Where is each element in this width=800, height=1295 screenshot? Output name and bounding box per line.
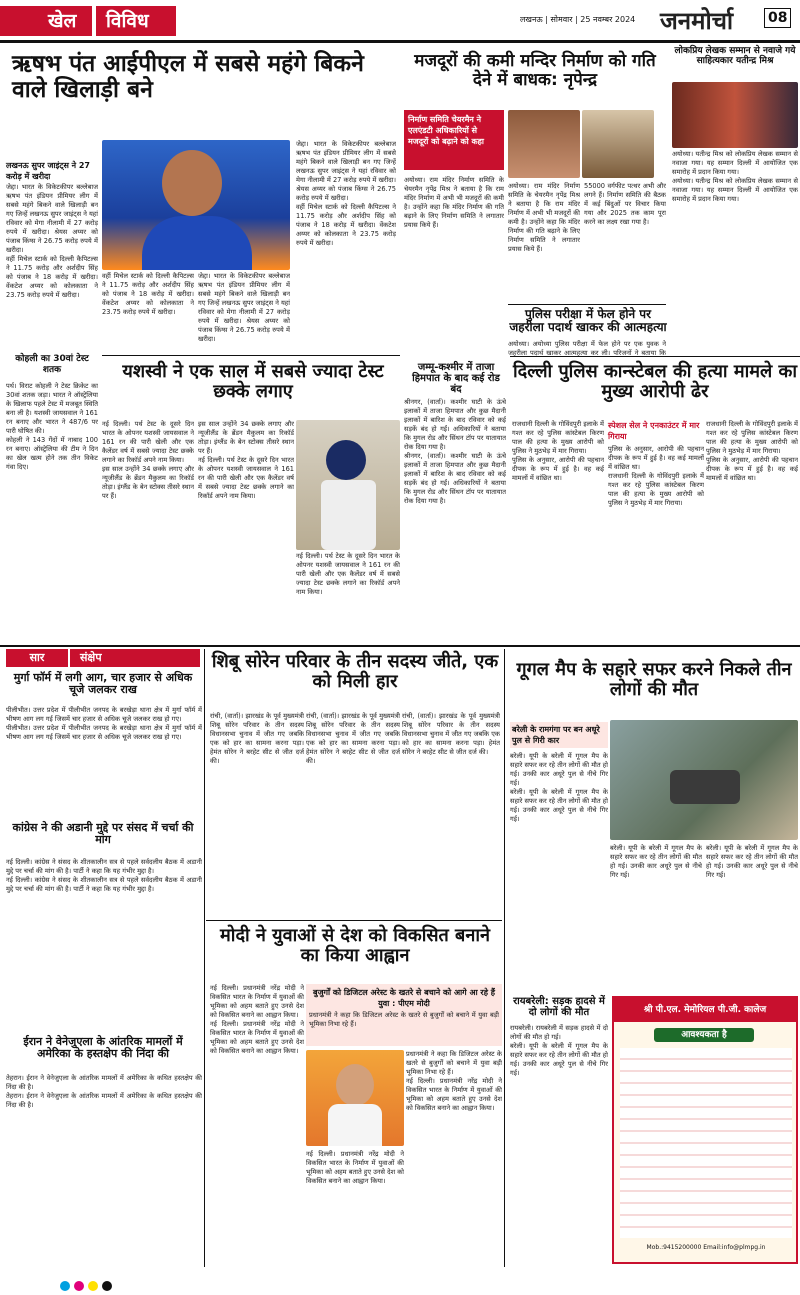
a7-col3: राजधानी दिल्ली के गोविंदपुरी इलाके में गश्त कर रहे पुलिस कांस्टेबल किरण पाल की हत्या के मुख्य आरोपी को पुलिस ने मुठभेड़ में मार गिराया। पुलिस के अनुसार, आरोपी की पहचान दीपक के रूप में हुई है। वह कई मामलों में वांछित था। xyxy=(706,420,798,482)
a2-col1: नई दिल्ली। पर्थ टेस्ट के दूसरे दिन भारत के ओपनर यशस्वी जायसवाल ने 161 रन की पारी खेली और एक कैलेंडर वर्ष में सबसे ज्यादा टेस्ट छक्के लगाने का रिकॉर्ड अपने नाम किया। इस साल उन्होंने 34 छक्के लगाए और न्यूजीलैंड के ब्रेंडन मैकुलम का रिकॉर्ड तोड़ा। इंग्लैंड के बेन स्टोक्स तीसरे स्थान पर हैं। xyxy=(102,420,194,500)
a1-col1b: पर्थ। विराट कोहली ने टेस्ट क्रिकेट का 30वां शतक जड़ा। भारत ने ऑस्ट्रेलिया के खिलाफ पहले टेस्ट में मजबूत स्थिति बना ली है। यशस्वी जायसवाल ने 161 रन बनाए और भारत ने 487/6 पर पारी घोषित की। कोहली ने 143 गेंदों में नाबाद 100 रन बनाए। ऑस्ट्रेलिया की टीम ने दिन का खेल खत्म होने तक तीन विकेट गंवा दिए। xyxy=(6,382,98,471)
a4-kicker: निर्माण समिति चेयरमैन ने एलएंडटी अधिकारियों से मजदूरों को बढ़ाने को कहा xyxy=(404,110,504,170)
a6-headline: लोकप्रिय लेखक सम्मान से नवाजे गये साहित्यकार यतीन्द्र मिश्र xyxy=(674,46,796,67)
a10-box-title: बुजुर्गों को डिजिटल अरेस्ट के खतरे से बचाने को आगे आ रहे हैं युवा : पीएम मोदी xyxy=(313,988,495,1008)
rishabh-pant-photo xyxy=(102,140,290,270)
a10-box xyxy=(306,984,502,1046)
a9-headline: गूगल मैप के सहारे सफर करने निकले तीन लोगों की मौत xyxy=(516,659,792,701)
section-tab-vividh: विविध xyxy=(96,6,176,36)
saar-p1: पीलीभीत। उत्तर प्रदेश में पीलीभीत जनपद के बरखेड़ा थाना क्षेत्र में मुर्गा फॉर्म में भीषण आग लग गई जिसमें चार हजार से अधिक चूजे जलकर राख हो गए। पीलीभीत। उत्तर प्रदेश में पीलीभीत जनपद के बरखेड़ा थाना क्षेत्र में मुर्गा फॉर्म में भीषण आग लग गई जिसमें चार हजार से अधिक चूजे जलकर राख हो गए। xyxy=(6,706,202,741)
ad-contact: Mob.:9415200000 Email:info@plmpg.in xyxy=(646,1244,766,1251)
ad-list xyxy=(620,1048,792,1238)
a6-body: अयोध्या। यतीन्द्र मिश्र को लोकप्रिय लेखक सम्मान से नवाजा गया। यह सम्मान दिल्ली में आयोजित एक समारोह में प्रदान किया गया। अयोध्या। यतीन्द्र मिश्र को लोकप्रिय लेखक सम्मान से नवाजा गया। यह सम्मान दिल्ली में आयोजित एक समारोह में प्रदान किया गया। xyxy=(672,150,798,203)
saar-tab: सार xyxy=(6,649,68,667)
a5-body: अयोध्या। अयोध्या पुलिस परीक्षा में फेल होने पर एक युवक ने जहरीला पदार्थ खाकर आत्महत्या कर ली। परिजनों ने बताया कि xyxy=(508,340,666,356)
a8-headline: शिबू सोरेन परिवार के तीन सदस्य जीते, एक को मिली हार xyxy=(211,651,499,693)
a7-col1: राजधानी दिल्ली के गोविंदपुरी इलाके में गश्त कर रहे पुलिस कांस्टेबल किरण पाल की हत्या के मुख्य आरोपी को पुलिस ने मुठभेड़ में मार गिराया। पुलिस के अनुसार, आरोपी की पहचान दीपक के रूप में हुई है। वह कई मामलों में वांछित था। xyxy=(512,420,604,482)
modi-photo xyxy=(306,1050,404,1146)
college-ad xyxy=(612,996,798,1264)
a10-col3: प्रधानमंत्री ने कहा कि डिजिटल अरेस्ट के खतरे से बुजुर्गों को बचाने में युवा बड़ी भूमिका निभा रहे हैं। नई दिल्ली। प्रधानमंत्री नरेंद्र मोदी ने विकसित भारत के निर्माण में युवाओं की भूमिका को अहम बताते हुए उनसे देश को विकसित बनाने का आह्वान किया। xyxy=(406,1050,502,1112)
a9-col2: बरेली। यूपी के बरेली में गूगल मैप के सहारे सफर कर रहे तीन लोगों की मौत हो गई। उनकी कार अधूरे पुल से नीचे गिर गई। xyxy=(610,844,702,879)
a7-kicker: स्पेशल सेल ने एनकाउंटर में मार गिराया xyxy=(608,421,700,441)
registration-mark-magenta xyxy=(74,1281,84,1291)
a8-col2: रांची, (वार्ता)। झारखंड के पूर्व मुख्यमंत्री शिबू सोरेन परिवार के तीन सदस्य विधानसभा चुनाव में जीत गए जबकि एक को हार का सामना करना पड़ा। हेमंत सोरेन ने बरहेट सीट से जीत दर्ज की। xyxy=(306,712,400,765)
a5-headline: पुलिस परीक्षा में फेल होने पर जहरीला पदार्थ खाकर की आत्महत्या xyxy=(509,307,667,335)
section-tab-khel: खेल xyxy=(0,6,92,36)
a1-headline: ऋषभ पंत आईपीएल में सबसे महंगे बिकने वाले खिलाड़ी बने xyxy=(12,51,364,103)
a3-headline: जम्मू-कश्मीर में ताजा हिमपात के बाद कई रोड बंद xyxy=(412,362,500,396)
yatindra-photo xyxy=(672,82,798,148)
a7-col2: पुलिस के अनुसार, आरोपी की पहचान दीपक के रूप में हुई है। वह कई मामलों में वांछित था। राजधानी दिल्ली के गोविंदपुरी इलाके में गश्त कर रहे पुलिस कांस्टेबल किरण पाल की हत्या के मुख्य आरोपी को पुलिस ने मुठभेड़ में मार गिराया। xyxy=(608,445,704,507)
a4-photo-left xyxy=(508,110,580,178)
saar-h3: ईरान ने वेनेजुएला के आंतरिक मामलों में अमेरिका के हस्तक्षेप की निंदा की xyxy=(23,1035,183,1061)
saar-h1: मुर्गा फॉर्म में लगी आग, चार हजार से अधिक चूजे जलकर राख xyxy=(13,671,193,697)
registration-mark-yellow xyxy=(88,1281,98,1291)
yashasvi-photo xyxy=(296,420,400,550)
registration-mark-cyan xyxy=(60,1281,70,1291)
a1-col1: जेद्दा। भारत के विकेटकीपर बल्लेबाज ऋषभ पंत इंडियन प्रीमियर लीग में सबसे महंगे बिकने वाले खिलाड़ी बन गए जिन्हें लखनऊ सुपर जाइंट्स ने यहां रविवार को मेगा नीलामी में 27 करोड़ रुपये में खरीदा। श्रेयस अय्यर को पंजाब किंग्स ने 26.75 करोड़ रुपये में खरीदा। वहीं मिचेल स्टार्क को दिल्ली कैपिटल्स ने 11.75 करोड़ और अर्शदीप सिंह को पंजाब ने 18 करोड़ में खरीदा। वेंकटेश अय्यर को कोलकाता ने 23.75 करोड़ रुपये में खरीदा। xyxy=(6,183,98,299)
a4-headline: मजदूरों की कमी मन्दिर निर्माण को गति देने में बाधक: नृपेन्द्र xyxy=(414,51,656,91)
a11-body: रायबरेली। रायबरेली में सड़क हादसे में दो लोगों की मौत हो गई। बरेली। यूपी के बरेली में गूगल मैप के सहारे सफर कर रहे तीन लोगों की मौत हो गई। उनकी कार अधूरे पुल से नीचे गिर गई। xyxy=(510,1024,608,1077)
a3-col: श्रीनगर, (वार्ता)। कश्मीर घाटी के ऊंचे इलाकों में ताजा हिमपात और कुछ मैदानी इलाकों में बारिश के बाद रविवार को कई सड़कें बंद हो गईं। अधिकारियों ने बताया कि मुगल रोड और सिंथन टॉप पर यातायात रोक दिया गया है। श्रीनगर, (वार्ता)। कश्मीर घाटी के ऊंचे इलाकों में ताजा हिमपात और कुछ मैदानी इलाकों में बारिश के बाद रविवार को कई सड़कें बंद हो गईं। अधिकारियों ने बताया कि मुगल रोड और सिंथन टॉप पर यातायात रोक दिया गया है। xyxy=(404,398,506,505)
a4-col2: अयोध्या। राम मंदिर निर्माण समिति के चेयरमैन नृपेंद्र मिश्र ने बताया है कि राम मंदिर निर्माण में अभी भी मजदूरों की कमी है। उन्होंने कहा कि मंदिर निर्माण की गति बढ़ाने के लिए निर्माण समिति ने लगातार प्रयास किये हैं। xyxy=(508,182,580,253)
a11-headline: रायबरेली: सड़क हादसे में दो लोगों की मौत xyxy=(513,996,605,1019)
a1-col2: वहीं मिचेल स्टार्क को दिल्ली कैपिटल्स ने 11.75 करोड़ और अर्शदीप सिंह को पंजाब ने 18 करोड़ में खरीदा। वेंकटेश अय्यर को कोलकाता ने 23.75 करोड़ रुपये में खरीदा। xyxy=(102,272,194,316)
a2-col3: नई दिल्ली। पर्थ टेस्ट के दूसरे दिन भारत के ओपनर यशस्वी जायसवाल ने 161 रन की पारी खेली और एक कैलेंडर वर्ष में सबसे ज्यादा टेस्ट छक्के लगाने का रिकॉर्ड अपने नाम किया। xyxy=(296,552,400,596)
page-number: 08 xyxy=(764,8,791,28)
a1-col3: जेद्दा। भारत के विकेटकीपर बल्लेबाज ऋषभ पंत इंडियन प्रीमियर लीग में सबसे महंगे बिकने वाले खिलाड़ी बन गए जिन्हें लखनऊ सुपर जाइंट्स ने यहां रविवार को मेगा नीलामी में 27 करोड़ रुपये में खरीदा। श्रेयस अय्यर को पंजाब किंग्स ने 26.75 करोड़ रुपये में खरीदा। xyxy=(198,272,290,343)
a4-col3: 55000 वर्गफीट पत्थर अभी और लगने हैं। निर्माण समिति की बैठक में कई बिंदुओं पर विचार किया गया और 2025 तक काम पूरा करने का लक्ष्य रखा गया है। xyxy=(584,182,666,226)
a1-kicker: लखनऊ सुपर जाइंट्स ने 27 करोड़ में खरीदा xyxy=(6,161,91,181)
a9-col1: बरेली। यूपी के बरेली में गूगल मैप के सहारे सफर कर रहे तीन लोगों की मौत हो गई। उनकी कार अधूरे पुल से नीचे गिर गई। बरेली। यूपी के बरेली में गूगल मैप के सहारे सफर कर रहे तीन लोगों की मौत हो गई। उनकी कार अधूरे पुल से नीचे गिर गई। xyxy=(510,752,608,823)
a9-kicker: बरेली के रामगंगा पर बन अधूरे पुल से गिरी कार xyxy=(510,722,608,748)
a2-col2: इस साल उन्होंने 34 छक्के लगाए और न्यूजीलैंड के ब्रेंडन मैकुलम का रिकॉर्ड तोड़ा। इंग्लैंड के बेन स्टोक्स तीसरे स्थान पर हैं। नई दिल्ली। पर्थ टेस्ट के दूसरे दिन भारत के ओपनर यशस्वी जायसवाल ने 161 रन की पारी खेली और एक कैलेंडर वर्ष में सबसे ज्यादा टेस्ट छक्के लगाने का रिकॉर्ड अपने नाम किया। xyxy=(198,420,294,500)
a8-col1: रांची, (वार्ता)। झारखंड के पूर्व मुख्यमंत्री शिबू सोरेन परिवार के तीन सदस्य विधानसभा चुनाव में जीत गए जबकि एक को हार का सामना करना पड़ा। हेमंत सोरेन ने बरहेट सीट से जीत दर्ज की। xyxy=(210,712,304,765)
a10-col1: नई दिल्ली। प्रधानमंत्री नरेंद्र मोदी ने विकसित भारत के निर्माण में युवाओं की भूमिका को अहम बताते हुए उनसे देश को विकसित बनाने का आह्वान किया। नई दिल्ली। प्रधानमंत्री नरेंद्र मोदी ने विकसित भारत के निर्माण में युवाओं की भूमिका को अहम बताते हुए उनसे देश को विकसित बनाने का आह्वान किया। xyxy=(210,984,304,1055)
saar-h2: कांग्रेस ने की अडानी मुद्दे पर संसद में चर्चा की मांग xyxy=(12,821,194,847)
paper-name: जनमोर्चा xyxy=(660,7,734,35)
sankshep-tab: संक्षेप xyxy=(70,649,200,667)
kohli-subhead: कोहली का 30वां टेस्ट शतक xyxy=(15,354,89,375)
nripendra-photo xyxy=(582,110,654,178)
a7-headline: दिल्ली पुलिस कान्स्टेबल की हत्या मामले का मुख्य आरोपी ढेर xyxy=(512,361,797,403)
a9-col3: बरेली। यूपी के बरेली में गूगल मैप के सहारे सफर कर रहे तीन लोगों की मौत हो गई। उनकी कार अधूरे पुल से नीचे गिर गई। xyxy=(706,844,798,879)
a10-headline: मोदी ने युवाओं से देश को विकसित बनाने का किया आह्वान xyxy=(220,925,490,967)
ad-subtitle: आवश्यकता है xyxy=(654,1028,754,1042)
dateline: लखनऊ | सोमवार | 25 नवम्बर 2024 xyxy=(520,15,636,24)
saar-p3: तेहरान। ईरान ने वेनेजुएला के आंतरिक मामलों में अमेरिका के कथित हस्तक्षेप की निंदा की है। तेहरान। ईरान ने वेनेजुएला के आंतरिक मामलों में अमेरिका के कथित हस्तक्षेप की निंदा की है। xyxy=(6,1074,202,1109)
a8-col3: रांची, (वार्ता)। झारखंड के पूर्व मुख्यमंत्री शिबू सोरेन परिवार के तीन सदस्य विधानसभा चुनाव में जीत गए जबकि एक को हार का सामना करना पड़ा। हेमंत सोरेन ने बरहेट सीट से जीत दर्ज की। xyxy=(402,712,500,756)
a1-col4: जेद्दा। भारत के विकेटकीपर बल्लेबाज ऋषभ पंत इंडियन प्रीमियर लीग में सबसे महंगे बिकने वाले खिलाड़ी बन गए जिन्हें लखनऊ सुपर जाइंट्स ने यहां रविवार को मेगा नीलामी में 27 करोड़ रुपये में खरीदा। श्रेयस अय्यर को पंजाब किंग्स ने 26.75 करोड़ रुपये में खरीदा। वहीं मिचेल स्टार्क को दिल्ली कैपिटल्स ने 11.75 करोड़ और अर्शदीप सिंह को पंजाब ने 18 करोड़ में खरीदा। वेंकटेश अय्यर को कोलकाता ने 23.75 करोड़ रुपये में खरीदा। xyxy=(296,140,396,247)
a2-headline: यशस्वी ने एक साल में सबसे ज्यादा टेस्ट छक्के लगाए xyxy=(122,361,384,403)
a4-col1: अयोध्या। राम मंदिर निर्माण समिति के चेयरमैन नृपेंद्र मिश्र ने बताया है कि राम मंदिर निर्माण में अभी भी मजदूरों की कमी है। उन्होंने कहा कि मंदिर निर्माण की गति बढ़ाने के लिए निर्माण समिति ने लगातार प्रयास किये हैं। xyxy=(404,176,504,229)
saar-p2: नई दिल्ली। कांग्रेस ने संसद के शीतकालीन सत्र से पहले सर्वदलीय बैठक में अडानी मुद्दे पर चर्चा की मांग की है। पार्टी ने कहा कि यह गंभीर मुद्दा है। नई दिल्ली। कांग्रेस ने संसद के शीतकालीन सत्र से पहले सर्वदलीय बैठक में अडानी मुद्दे पर चर्चा की मांग की है। पार्टी ने कहा कि यह गंभीर मुद्दा है। xyxy=(6,858,202,893)
accident-photo xyxy=(610,720,798,840)
ad-title: श्री पी.एल. मेमोरियल पी.जी. कालेज xyxy=(614,998,796,1022)
registration-mark-black xyxy=(102,1281,112,1291)
a10-box-body: प्रधानमंत्री ने कहा कि डिजिटल अरेस्ट के खतरे से बुजुर्गों को बचाने में युवा बड़ी भूमिका निभा रहे हैं। xyxy=(309,1011,499,1028)
a10-col2: नई दिल्ली। प्रधानमंत्री नरेंद्र मोदी ने विकसित भारत के निर्माण में युवाओं की भूमिका को अहम बताते हुए उनसे देश को विकसित बनाने का आह्वान किया। xyxy=(306,1150,404,1185)
